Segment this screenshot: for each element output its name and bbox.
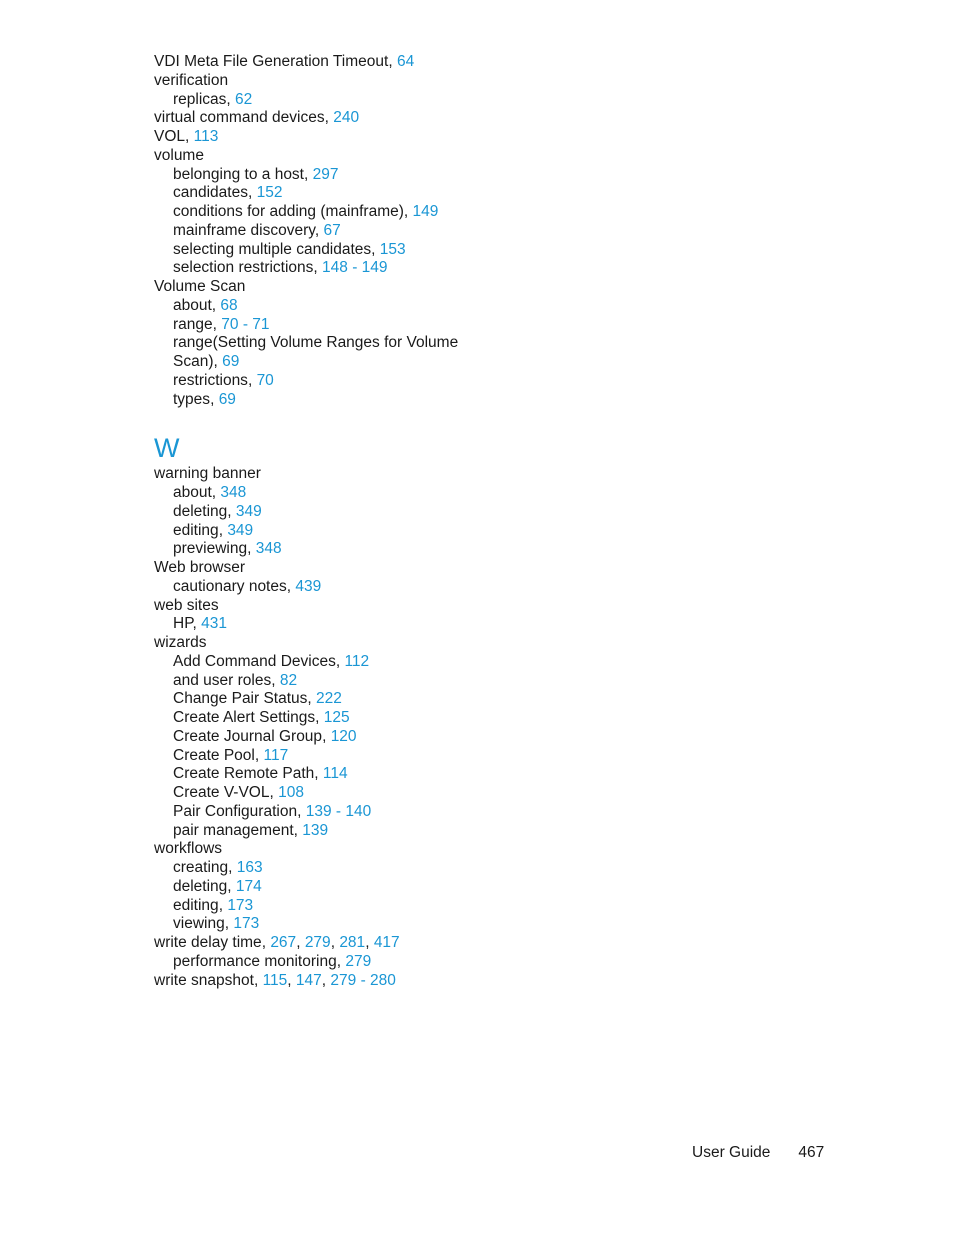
page-reference-link[interactable]: 148 - 149 (322, 259, 388, 277)
index-entry (154, 278, 484, 297)
index-entry: VOL, 113 (154, 128, 219, 145)
index-entry: write snapshot, 115, 147, 279 - 280 (154, 971, 396, 989)
page-reference-link[interactable]: 70 (256, 371, 274, 389)
page-reference-link[interactable]: 279 - 280 (330, 971, 396, 989)
index-entry (154, 465, 484, 484)
page-reference-link[interactable]: 152 (256, 184, 283, 202)
index-subentry: HP, 431 (173, 615, 228, 633)
index-term: Change Pair Status (173, 690, 308, 708)
index-entry (154, 840, 484, 859)
index-term: write delay time (154, 934, 262, 951)
index-entry (154, 597, 484, 616)
footer-title: User Guide (692, 1144, 771, 1161)
page-reference-link[interactable]: 279 (345, 952, 372, 970)
index-subentry (154, 334, 484, 353)
index-term: performance monitoring (173, 952, 337, 970)
index-entry (154, 634, 484, 653)
index-entry (154, 147, 484, 166)
index-term: creating (173, 859, 229, 876)
page-reference-link[interactable]: 153 (379, 240, 406, 258)
index-subentry: selection restrictions, 148 - 149 (173, 259, 388, 277)
page-reference-link[interactable]: 112 (344, 652, 370, 670)
page-reference-link[interactable]: 349 (227, 521, 254, 539)
index-term: virtual command devices (154, 109, 325, 127)
page-reference-link[interactable]: 174 (235, 877, 262, 895)
index-subentry: types, 69 (173, 390, 236, 408)
page-reference-link[interactable]: 82 (279, 671, 298, 689)
index-term: deleting (173, 502, 228, 520)
index-term: Create V-VOL (173, 784, 270, 801)
index-subentry: restrictions, 70 (173, 371, 274, 389)
index-term: wizards (154, 634, 207, 651)
index-term: mainframe discovery (173, 221, 315, 239)
page-reference-link[interactable]: 297 (312, 165, 339, 183)
index-subentry: performance monitoring, 279 (173, 952, 372, 970)
index-entry (154, 559, 484, 578)
index-subentry: Add Command Devices, 112 (173, 652, 370, 670)
index-entry: VDI Meta File Generation Timeout, 64 (154, 53, 415, 70)
index-term: pair management (173, 821, 294, 839)
index-subentry: selecting multiple candidates, 153 (173, 240, 406, 258)
page-reference-link[interactable]: 349 (235, 502, 262, 520)
index-term: and user roles (173, 671, 272, 689)
index-subentry: and user roles, 82 (173, 671, 298, 689)
index-entry: write delay time, 267, 279, 281, 417 (154, 934, 400, 951)
index-subentry: editing, 349 (173, 521, 254, 539)
index-term: about (173, 484, 212, 501)
page-reference-link[interactable]: 69 (218, 390, 236, 408)
page-reference-link[interactable]: 139 - 140 (305, 802, 372, 820)
index-term: editing (173, 521, 219, 539)
index-term: candidates (173, 184, 248, 202)
index-term: write snapshot (154, 971, 254, 989)
page-reference-link[interactable]: 149 (412, 203, 439, 220)
page-reference-link[interactable]: 163 (236, 859, 263, 876)
index-subentry: conditions for adding (mainframe), 149 (173, 203, 439, 220)
page-reference-link[interactable]: 113 (193, 128, 219, 145)
page-reference-link[interactable]: 279 (304, 934, 331, 951)
page-reference-link[interactable]: 281 (339, 934, 366, 951)
page-reference-link[interactable]: 115 (262, 971, 288, 989)
index-term: Add Command Devices (173, 652, 336, 670)
index-term: Create Alert Settings (173, 709, 316, 726)
page-reference-link[interactable]: 69 (222, 353, 240, 370)
index-subentry: Create Remote Path, 114 (173, 765, 348, 783)
index-term: belonging to a host (173, 165, 304, 183)
index-entry: virtual command devices, 240 (154, 109, 360, 127)
index-term: verification (154, 71, 229, 89)
index-term: replicas (173, 90, 227, 108)
index-term: warning banner (154, 465, 261, 483)
page-reference-link[interactable]: 173 (227, 896, 254, 914)
index-subentry: viewing, 173 (173, 915, 260, 933)
page-reference-link[interactable]: 173 (233, 915, 260, 933)
page-reference-link[interactable]: 64 (396, 53, 415, 70)
page-reference-link[interactable]: 120 (330, 727, 357, 745)
index-subentry: deleting, 349 (173, 502, 262, 520)
index-subentry: editing, 173 (173, 896, 254, 914)
index-term: range(Setting Volume Ranges for Volume (173, 334, 459, 352)
index-term: workflows (154, 840, 223, 858)
section-letter: W (154, 433, 180, 464)
index-subentry: creating, 163 (173, 859, 263, 876)
index-subentry: Create Pool, 117 (173, 746, 289, 764)
index-term: restrictions (173, 371, 248, 389)
index-term: previewing (173, 540, 248, 558)
index-term: about (173, 296, 212, 314)
index-term: Web browser (154, 559, 246, 576)
index-subentry: belonging to a host, 297 (173, 165, 339, 183)
index-subentry: replicas, 62 (173, 90, 253, 108)
index-subentry: about, 348 (173, 484, 247, 501)
index-term: viewing (173, 915, 225, 933)
index-term: selecting multiple candidates (173, 240, 372, 258)
index-term: cautionary notes (173, 577, 287, 595)
page-reference-link[interactable]: 439 (295, 577, 322, 595)
page-reference-link[interactable]: 147 (295, 971, 322, 989)
index-term: VDI Meta File Generation Timeout (154, 53, 389, 70)
index-term: types (173, 390, 211, 408)
index-subentry: cautionary notes, 439 (173, 577, 322, 595)
index-term: HP (173, 615, 193, 633)
index-subentry: Pair Configuration, 139 - 140 (173, 802, 372, 820)
page-reference-link[interactable]: 240 (333, 109, 360, 127)
page-reference-link[interactable]: 70 - 71 (221, 315, 270, 333)
index-list (154, 53, 484, 990)
page-reference-link[interactable]: 114 (322, 765, 348, 783)
page-reference-link[interactable]: 62 (235, 90, 253, 108)
index-term: Create Remote Path (173, 765, 315, 783)
page-reference-link[interactable]: 267 (270, 934, 297, 951)
page-reference-link[interactable]: 125 (323, 709, 350, 726)
page-reference-link[interactable]: 222 (316, 690, 342, 708)
index-term: Pair Configuration (173, 802, 298, 820)
page-reference-link[interactable]: 417 (373, 934, 400, 951)
page-footer (692, 1143, 824, 1163)
index-subentry: about, 68 (173, 296, 238, 314)
index-subentry: Create Journal Group, 120 (173, 727, 357, 745)
index-subentry: Scan), 69 (173, 353, 240, 370)
index-subentry: pair management, 139 (173, 821, 329, 839)
index-subentry: range, 70 - 71 (173, 315, 270, 333)
index-term: Scan) (173, 353, 214, 370)
index-subentry: Change Pair Status, 222 (173, 690, 342, 708)
page-reference-link[interactable]: 139 (302, 821, 329, 839)
page-reference-link[interactable]: 431 (201, 615, 228, 633)
page-reference-link[interactable]: 348 (220, 484, 247, 501)
index-term: VOL (154, 128, 186, 145)
index-term: volume (154, 146, 204, 164)
index-term: range (173, 315, 213, 333)
index-term: Create Pool (173, 746, 255, 764)
index-subentry: candidates, 152 (173, 184, 283, 202)
index-term: editing (173, 896, 219, 914)
index-subentry: Create V-VOL, 108 (173, 784, 304, 801)
page-reference-link[interactable]: 68 (220, 296, 238, 314)
page-number: 467 (798, 1144, 825, 1161)
index-subentry: previewing, 348 (173, 540, 282, 558)
index-term: selection restrictions (173, 259, 314, 277)
index-term: Volume Scan (154, 278, 246, 295)
page-reference-link[interactable]: 108 (278, 784, 304, 801)
index-subentry: Create Alert Settings, 125 (173, 709, 350, 726)
index-term: Create Journal Group (173, 727, 323, 745)
index-term: deleting (173, 877, 228, 895)
index-subentry: deleting, 174 (173, 877, 262, 895)
index-entry (154, 72, 484, 91)
index-term: web sites (154, 596, 219, 614)
page-reference-link[interactable]: 67 (323, 221, 341, 239)
page-reference-link[interactable]: 117 (263, 746, 289, 764)
page-reference-link[interactable]: 348 (255, 540, 282, 558)
index-term: conditions for adding (mainframe) (173, 203, 404, 220)
index-subentry: mainframe discovery, 67 (173, 221, 341, 239)
